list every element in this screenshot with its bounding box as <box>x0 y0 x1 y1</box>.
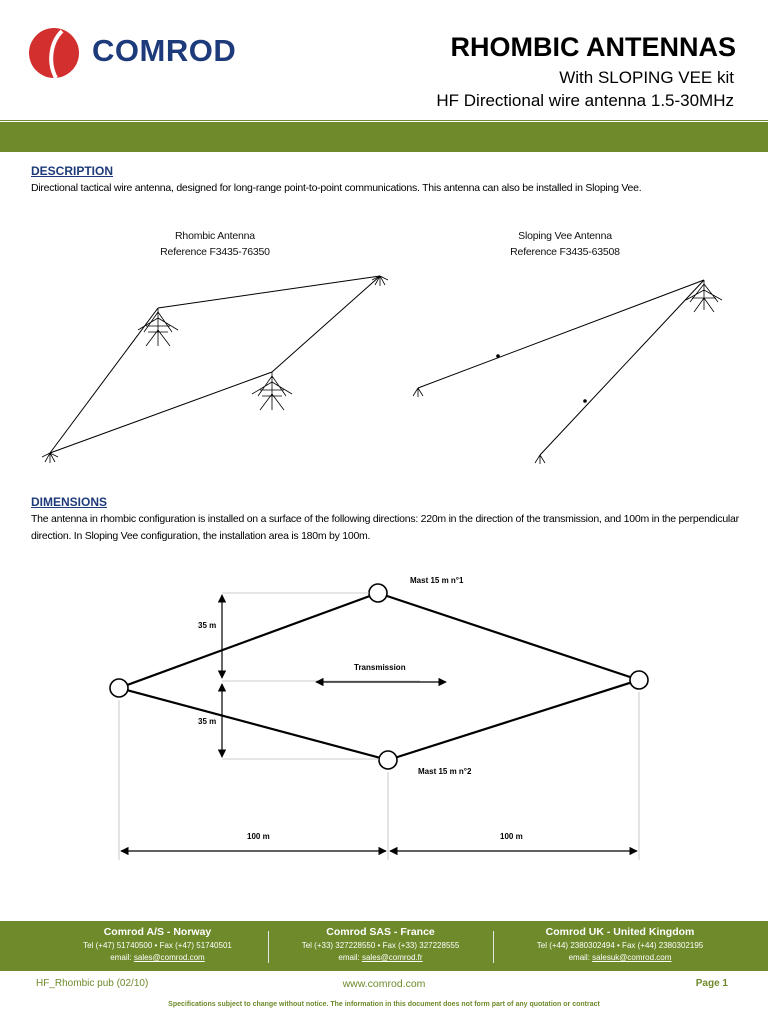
office-name: Comrod UK - United Kingdom <box>545 926 695 938</box>
footer-bar <box>0 921 768 971</box>
email-link[interactable]: sales@comrod.com <box>133 953 205 962</box>
office-phone: Tel (+44) 2380302494 • Fax (+44) 2380302195 <box>536 941 704 950</box>
sloping-vee-reference: Reference F3435-63508 <box>510 246 620 258</box>
sloping-vee-title: Sloping Vee Antenna <box>518 230 612 242</box>
email-label: email: <box>568 953 590 962</box>
office-email-line <box>495 952 745 964</box>
email-label: email: <box>338 953 360 962</box>
email-label: email: <box>110 953 132 962</box>
description-heading: DESCRIPTION <box>31 164 114 178</box>
sloping-vee-caption <box>490 228 640 260</box>
upper-height-label: 35 m <box>198 621 217 630</box>
email-link[interactable]: sales@comrod.fr <box>361 953 423 962</box>
right-width-label: 100 m <box>500 832 523 841</box>
disclaimer-text: Specifications subject to change without notice. The information in this document does not form part of any quotation or contract <box>168 1001 600 1008</box>
page-subtitle-secondary: HF Directional wire antenna 1.5-30MHz <box>436 91 734 110</box>
office-phone: Tel (+33) 327228550 • Fax (+33) 327228555 <box>301 941 460 950</box>
mast-1-label: Mast 15 m n°1 <box>410 576 464 585</box>
office-uk <box>495 925 745 964</box>
lower-height-label: 35 m <box>198 717 217 726</box>
email-link[interactable]: salesuk@comrod.com <box>592 953 672 962</box>
office-norway <box>45 925 270 964</box>
dimensions-text: The antenna in rhombic configuration is installed on a surface of the following directions: 220m in the direction of the transmission, and 100m in the perpendicular direction. In Sloping Vee configuration, the installation area is 180m by 100m. <box>31 513 739 542</box>
page-subtitle: With SLOPING VEE kit <box>559 68 734 87</box>
mast-2-label: Mast 15 m n°2 <box>418 767 472 776</box>
page-title: RHOMBIC ANTENNAS <box>450 32 736 62</box>
brand-name: COMROD <box>92 33 237 68</box>
office-email-line <box>268 952 493 964</box>
footer-divider <box>493 931 494 963</box>
office-phone: Tel (+47) 51740500 • Fax (+47) 51740501 <box>83 941 232 950</box>
office-name: Comrod SAS - France <box>326 926 435 938</box>
left-width-label: 100 m <box>247 832 270 841</box>
header-bar <box>0 122 768 152</box>
website-link[interactable]: www.comrod.com <box>342 978 426 990</box>
office-email-line <box>45 952 270 964</box>
dimensions-heading: DIMENSIONS <box>31 495 108 509</box>
office-france <box>268 925 493 964</box>
page-number: Page 1 <box>695 978 728 989</box>
office-name: Comrod A/S - Norway <box>103 926 212 938</box>
rhombic-title: Rhombic Antenna <box>175 230 255 242</box>
rhombic-caption <box>140 228 290 260</box>
rhombic-reference: Reference F3435-76350 <box>160 246 270 258</box>
header-rule <box>0 120 768 121</box>
transmission-label: Transmission <box>354 663 406 672</box>
description-text: Directional tactical wire antenna, designed for long-range point-to-point communications. This antenna can also be installed in Sloping Vee. <box>31 182 642 194</box>
publication-reference: HF_Rhombic pub (02/10) <box>36 978 149 989</box>
